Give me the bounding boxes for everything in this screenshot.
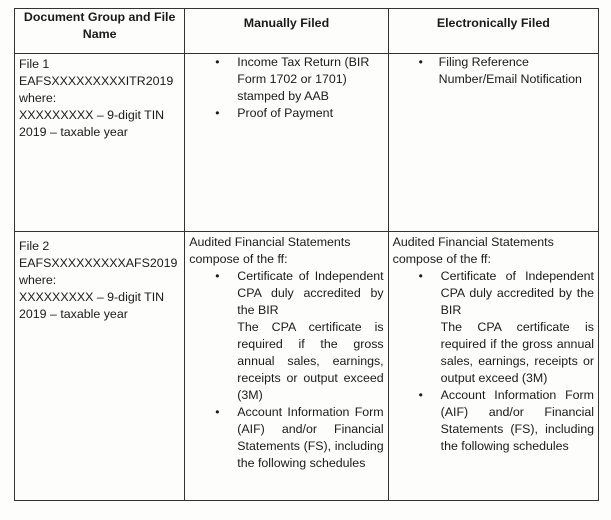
list-item: • Certificate of Independent CPA duly accredited by the BIR The CPA certificate is required if the gross annual sales, earnings, receipts or output exceed (3M) [418, 269, 594, 385]
filing-requirements-table [14, 8, 599, 501]
file-name: EAFSXXXXXXXXXAFS2019 [19, 256, 178, 270]
bullet-icon: • [215, 269, 220, 283]
afs-intro: Audited Financial Statements compose of the ff: [189, 235, 351, 266]
where-label: where: [19, 91, 57, 105]
bullet-icon: • [215, 405, 220, 419]
electronically-filed-cell [388, 232, 598, 501]
electronic-items-list [389, 54, 598, 88]
table-row [15, 232, 599, 501]
list-item: • Account Information Form (AIF) and/or Financial Statements (FS), including the following schedules [418, 388, 594, 453]
table-row [15, 54, 599, 232]
header-manually-filed: Manually Filed [185, 9, 388, 54]
bullet-icon: • [215, 106, 220, 120]
cpa-note: The CPA certificate is required if the gross annual sales, earnings, receipts or output exceed (3M) [237, 320, 384, 402]
manually-filed-cell [185, 54, 388, 232]
afs-intro: Audited Financial Statements compose of the ff: [392, 235, 554, 266]
header-document-group: Document Group and File Name [15, 9, 185, 54]
bullet-icon: • [418, 388, 423, 402]
bullet-icon: • [418, 269, 423, 283]
list-item: • Proof of Payment [215, 106, 334, 120]
manual-items-list [185, 54, 387, 122]
document-group-cell [15, 54, 185, 232]
list-item: • Certificate of Independent CPA duly accredited by the BIR The CPA certificate is required if the gross annual sales, earnings, receipts or output exceed (3M) [215, 269, 384, 402]
document-group-cell [15, 232, 185, 501]
list-item: • Filing Reference Number/Email Notification [418, 55, 582, 86]
electronically-filed-cell [388, 54, 598, 232]
year-legend: 2019 – taxable year [19, 307, 128, 321]
list-item: • Account Information Form (AIF) and/or Financial Statements (FS), including the following schedules [215, 405, 384, 470]
manually-filed-cell [185, 232, 388, 501]
bullet-icon: • [418, 55, 423, 69]
afs-items-list [185, 268, 387, 472]
list-item: • Income Tax Return (BIR Form 1702 or 1701) stamped by AAB [215, 55, 370, 103]
table-header-row [15, 9, 599, 54]
cpa-note: The CPA certificate is required if the gross annual sales, earnings, receipts or output exceed (3M) [440, 320, 594, 385]
file-label: File 2 [19, 239, 50, 253]
where-label: where: [19, 273, 57, 287]
header-electronically-filed: Electronically Filed [388, 9, 598, 54]
bullet-icon: • [215, 55, 220, 69]
tin-legend: XXXXXXXXX – 9-digit TIN [19, 290, 165, 304]
file-label: File 1 [19, 57, 50, 71]
file-name: EAFSXXXXXXXXXITR2019 [19, 74, 174, 88]
year-legend: 2019 – taxable year [19, 125, 128, 139]
afs-items-list [389, 268, 598, 455]
tin-legend: XXXXXXXXX – 9-digit TIN [19, 108, 165, 122]
